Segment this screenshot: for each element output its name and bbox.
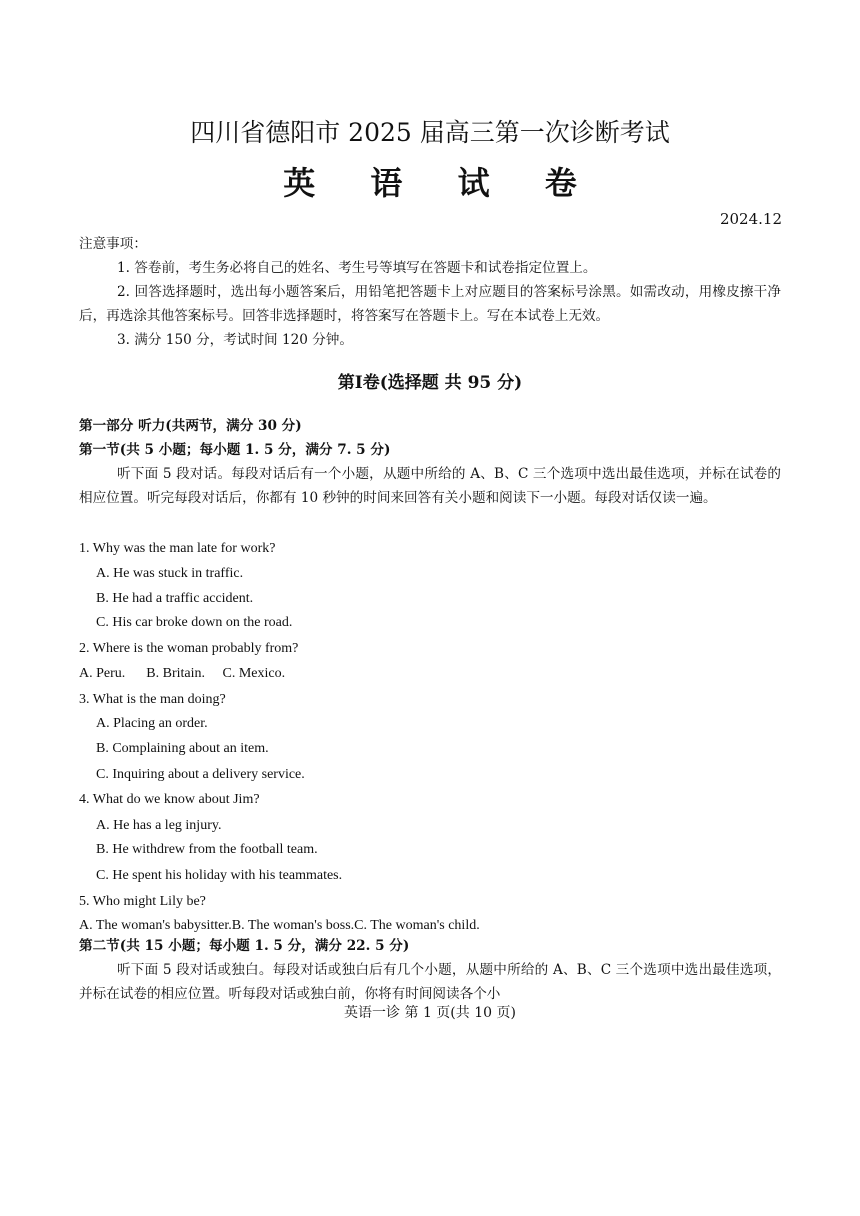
notice-item-3: 3. 满分 150 分，考试时间 120 分钟。 [117, 332, 353, 348]
section1-heading: 第一节(共 5 小题；每小题 1. 5 分，满分 7. 5 分) [79, 442, 391, 458]
question-3-option-a: A. Placing an order. [96, 716, 208, 731]
part1-heading: 第一部分 听力(共两节，满分 30 分) [79, 418, 302, 434]
section-title: 第Ⅰ卷(选择题 共 95 分) [337, 373, 523, 393]
section2-instructions: 听下面 5 段对话或独白。每段对话或独白后有几个小题，从题中所给的 A、B、C 三个选项中选出最佳选项，并标在试卷的相应位置。听每段对话或独白前，你将有时间阅读各个小 [79, 962, 781, 1002]
question-1-option-c: C. His car broke down on the road. [96, 615, 293, 630]
notice-heading: 注意事项： [79, 236, 147, 252]
page-footer: 英语一诊 第 1 页(共 10 页) [344, 1005, 516, 1021]
exam-title: 四川省德阳市 2025 届高三第一次诊断考试 [190, 118, 670, 147]
question-5-options: A. The woman's babysitter.B. The woman's boss.C. The woman's child. [79, 918, 480, 933]
question-1: 1. Why was the man late for work? [79, 541, 276, 556]
question-2-options: A. Peru. B. Britain. C. Mexico. [79, 666, 286, 681]
exam-subject: 英 语 试 卷 [283, 164, 599, 202]
question-1-option-a: A. He was stuck in traffic. [96, 566, 244, 581]
question-5: 5. Who might Lily be? [79, 894, 206, 909]
question-2: 2. Where is the woman probably from? [79, 641, 299, 656]
question-3-option-b: B. Complaining about an item. [96, 741, 269, 756]
question-4-option-b: B. He withdrew from the football team. [96, 842, 318, 857]
question-3: 3. What is the man doing? [79, 692, 226, 707]
exam-date: 2024.12 [719, 210, 782, 228]
section2-heading: 第二节(共 15 小题；每小题 1. 5 分，满分 22. 5 分) [79, 938, 410, 954]
notice-item-1: 1. 答卷前，考生务必将自己的姓名、考生号等填写在答题卡和试卷指定位置上。 [117, 260, 597, 276]
question-1-option-b: B. He had a traffic accident. [96, 591, 254, 606]
notice-item-2: 2. 回答选择题时，选出每小题答案后，用铅笔把答题卡上对应题目的答案标号涂黑。如需改动，用橡皮擦干净后，再选涂其他答案标号。回答非选择题时，将答案写在答题卡上。写在本试卷上无效。 [79, 284, 781, 324]
question-4-option-a: A. He has a leg injury. [96, 818, 222, 833]
question-3-option-c: C. Inquiring about a delivery service. [96, 767, 305, 782]
question-4: 4. What do we know about Jim? [79, 792, 260, 807]
section1-instructions: 听下面 5 段对话。每段对话后有一个小题，从题中所给的 A、B、C 三个选项中选出最佳选项，并标在试卷的相应位置。听完每段对话后，你都有 10 秒钟的时间来回答有关小题和阅读下一小题。每段对话仅读一遍。 [79, 466, 781, 506]
question-4-option-c: C. He spent his holiday with his teammates. [96, 868, 343, 883]
